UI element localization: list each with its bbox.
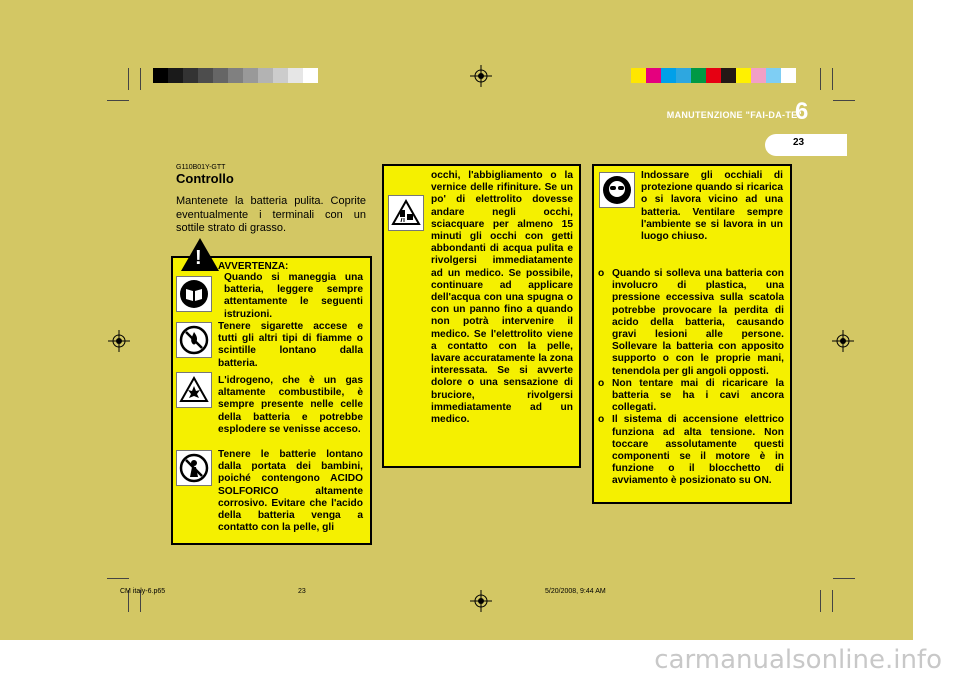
crop-mark [833,100,855,101]
color-swatch [736,68,751,83]
color-swatch [631,68,646,83]
watermark: carmanualsonline.info [654,645,942,675]
page-number: 23 [793,137,805,148]
color-swatch [198,68,213,83]
section-code: G110B01Y-GTT [176,164,226,171]
crop-mark [832,68,833,90]
footer-page: 23 [298,588,306,595]
color-bar [631,68,796,83]
list-item: o Il sistema di accensione elettrico funziona ad alta tensione. Non toccare assolutamente questi componenti se il motore è in funzione o il blocchetto di avviamento è posizionato su ON. [598,414,784,487]
warning-paragraph: L'idrogeno, che è un gas altamente combustibile, è sempre presente nelle celle della batteria e potrebbe esplodere se venisse acceso. [218,375,363,435]
color-swatch [243,68,258,83]
color-swatch [273,68,288,83]
intro-paragraph: Mantenete la batteria pulita. Coprite eventualmente i terminali con un sottile strato di grasso. [176,195,366,234]
color-swatch [781,68,796,83]
warning-paragraph: Quando si maneggia una batteria, leggere sempre attentamente le seguenti istruzioni. [224,272,363,320]
crop-mark [820,590,821,612]
warning-title: AVVERTENZA: [218,261,289,272]
crop-mark [128,68,129,90]
page-number-tab [765,134,847,156]
color-swatch [676,68,691,83]
color-swatch [213,68,228,83]
list-item: o Quando si solleva una batteria con involucro di plastica, una pressione eccessiva sulla scatola potrebbe provocare la perdita di acido della batteria, causando gravi lesioni alle persone. Sollevare la batteria con apposito supporto o con le proprie mani, tenendola per gli angoli opposti. [598,268,784,377]
color-swatch [303,68,318,83]
exclamation-mark: ! [195,247,202,269]
list-item: o Non tentare mai di ricaricare la batteria se ha i cavi ancora collegati. [598,377,784,414]
color-swatch [706,68,721,83]
electrolyte-text: occhi, l'abbigliamento o la vernice delle rifiniture. Se un po' di elettrolito dovesse andare negli occhi, sciacquare per almeno 15 minuti gli occhi con getti abbondanti di acqua pulita e rivolgersi immediatamente ad un medico. Se possibile, continuare ad applicare dell'acqua con una spugna o con un panno fino a quando non potrà intervenire il medico. Se l'elettrolito viene a contatto con la pelle, lavare accuratamente la zona interessata. Se si avverte dolore o una sensazione di bruciore, rivolgersi immediatamente ad un medico. [431,170,573,426]
color-swatch [646,68,661,83]
footer-date: 5/20/2008, 9:44 AM [545,588,606,595]
registration-mark-icon [108,330,130,352]
no-flame-icon [176,322,212,358]
color-swatch [766,68,781,83]
book-icon [176,276,212,312]
crop-mark [107,100,129,101]
grayscale-bar [153,68,318,83]
color-swatch [183,68,198,83]
color-swatch [691,68,706,83]
crop-mark [832,590,833,612]
section-title: MANUTENZIONE "FAI-DA-TE" [666,110,802,120]
safety-list [598,268,784,488]
explosion-icon [176,372,212,408]
eye-protection-icon [599,172,635,208]
safety-intro: Indossare gli occhiali di protezione quando si ricarica o si lavora vicino ad una batteria. Ventilare sempre l'ambiente se si lavora in un luogo chiuso. [641,170,783,243]
color-swatch [751,68,766,83]
acid-hazard-icon [388,195,424,231]
color-swatch [258,68,273,83]
section-heading: Controllo [176,171,234,186]
registration-mark-icon [470,590,492,612]
warning-paragraph: Tenere le batterie lontano dalla portata dei bambini, poiché contengono ACIDO SOLFORICO altamente corrosivo. Evitare che l'acido della batteria venga a contatto con la pelle, gli [218,449,363,534]
color-swatch [153,68,168,83]
chapter-number: 6 [795,98,809,125]
crop-mark [107,578,129,579]
color-swatch [288,68,303,83]
color-swatch [168,68,183,83]
keep-from-children-icon [176,450,212,486]
footer-file: CM italy-6.p65 [120,588,166,595]
right-margin [913,0,960,640]
crop-mark [140,68,141,90]
color-swatch [721,68,736,83]
warning-paragraph: Tenere sigarette accese e tutti gli altri tipi di fiamme o scintille lontano dalla batteria. [218,321,363,369]
registration-mark-icon [832,330,854,352]
crop-mark [820,68,821,90]
crop-mark [833,578,855,579]
color-swatch [228,68,243,83]
registration-mark-icon [470,65,492,87]
color-swatch [661,68,676,83]
